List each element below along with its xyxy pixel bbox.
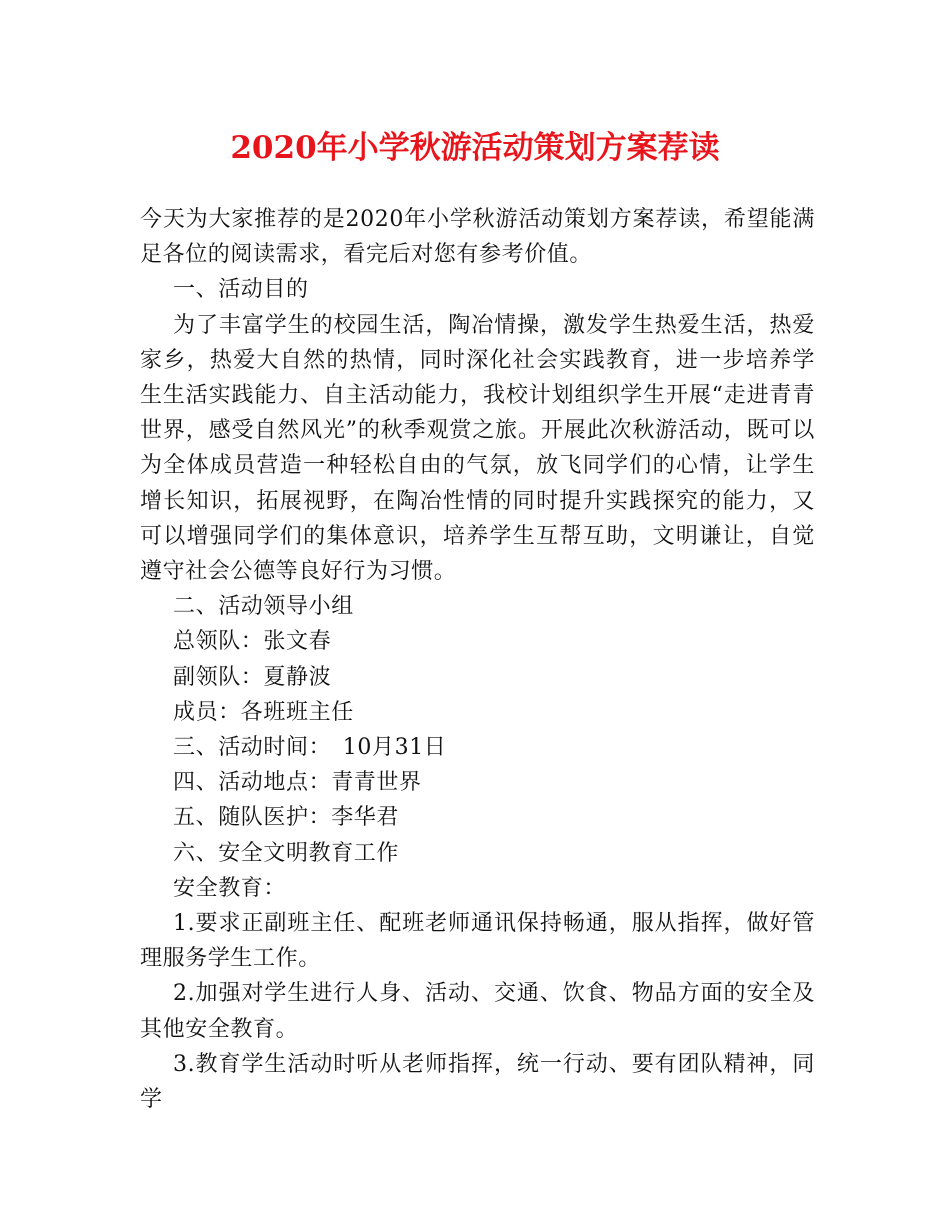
- document-paragraph: 副领队：夏静波: [173, 664, 332, 690]
- document-paragraph: 安全教育：: [173, 875, 287, 901]
- document-paragraph: 四、活动地点：青青世界: [173, 770, 422, 796]
- document-paragraph: 今天为大家推荐的是2020年小学秋游活动策划方案荐读，希望能满足各位的阅读需求，看完后对您有参考价值。: [140, 207, 815, 268]
- document-title: 2020年小学秋游活动策划方案荐读: [230, 130, 720, 166]
- document-paragraph: 五、随队医护：李华君: [173, 805, 400, 831]
- document-paragraph: 一、活动目的: [173, 277, 309, 303]
- document-paragraph: 二、活动领导小组: [173, 594, 354, 620]
- document-paragraph: 总领队：张文春: [173, 629, 332, 655]
- document-paragraph: 三、活动时间： 10月31日: [173, 735, 447, 761]
- document-paragraph: 3.教育学生活动时听从老师指挥，统一行动、要有团队精神，同学: [140, 1051, 815, 1113]
- document-paragraph: 为了丰富学生的校园生活，陶冶情操，激发学生热爱生活，热爱家乡，热爱大自然的热情，同时深化社会实践教育，进一步培养学生生活实践能力、自主活动能力，我校计划组织学生开展“走进青青世界，感受自然风光”的秋季观赏之旅。开展此次秋游活动，既可以为全体成员营造一种轻松自由的气氛，放飞同学们的心情，让学生增长知识，拓展视野，在陶冶性情的同时提升实践探究的能力，又可以增强同学们的集体意识，培养学生互帮互助，文明谦让，自觉遵守社会公德等良好行为习惯。: [140, 312, 815, 585]
- document-paragraph: 2.加强对学生进行人身、活动、交通、饮食、物品方面的安全及其他安全教育。: [140, 981, 815, 1042]
- document-body: [140, 202, 815, 1117]
- document-paragraph: 六、安全文明教育工作: [173, 840, 400, 866]
- document-paragraph: 1.要求正副班主任、配班老师通讯保持畅通，服从指挥，做好管理服务学生工作。: [140, 911, 815, 972]
- document-paragraph: 成员：各班班主任: [173, 699, 354, 725]
